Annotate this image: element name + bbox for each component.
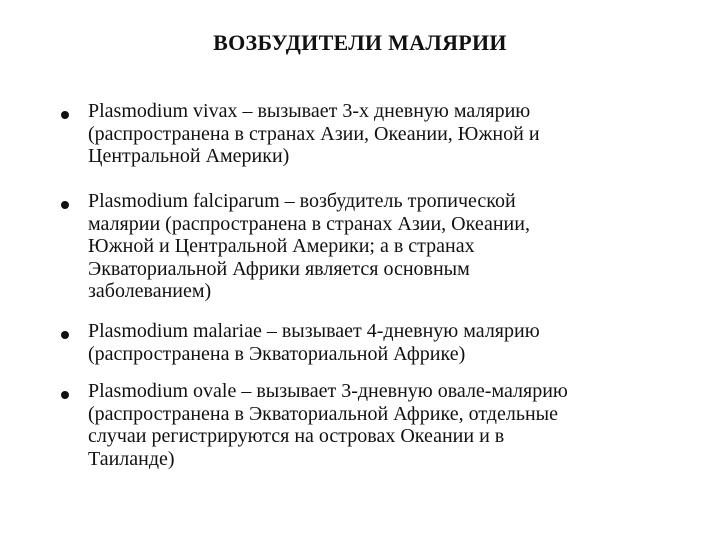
slide-title: ВОЗБУДИТЕЛИ МАЛЯРИИ <box>213 30 507 55</box>
bullet-text: Plasmodium falciparum – возбудитель тропической малярии (распространена в странах Азии, Океании, Южной и Центральной Америки; а в странах Экваториальной Африки является основным заболеванием) <box>88 190 530 302</box>
bullet-dot-icon <box>61 391 69 399</box>
bullet-dot-icon <box>61 201 69 209</box>
bullet-text: Plasmodium ovale – вызывает 3-дневную овале-малярию (распространена в Экваториальной Африке, отдельные случаи регистрируются на островах Океании и в Таиланде) <box>88 380 568 470</box>
bullet-dot-icon <box>61 111 69 119</box>
bullet-dot-icon <box>61 331 69 339</box>
bullet-text: Plasmodium vivax – вызывает 3-х дневную малярию (распространена в странах Азии, Океании, Южной и Центральной Америки) <box>88 100 540 167</box>
bullet-text: Plasmodium malariae – вызывает 4-дневную малярию (распространена в Экваториальной Африке) <box>88 320 540 365</box>
